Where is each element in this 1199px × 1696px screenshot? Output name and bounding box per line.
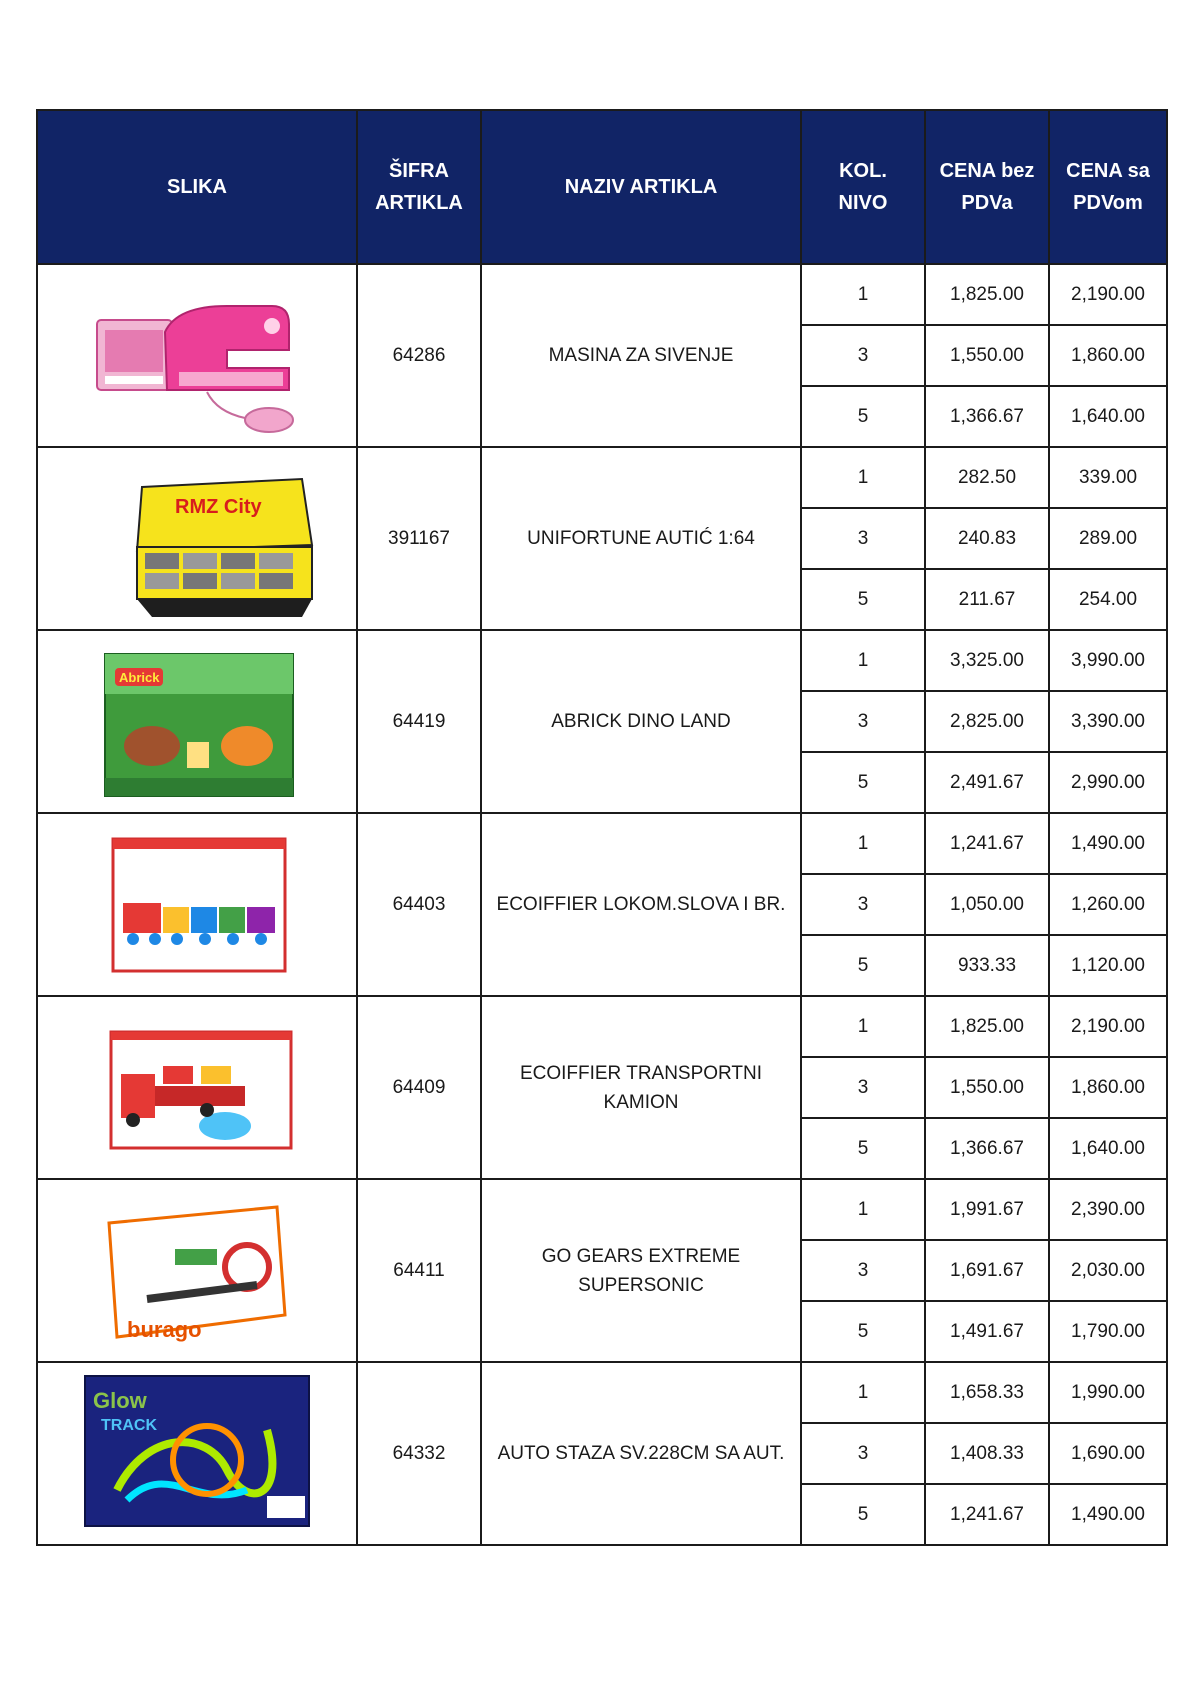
quantity-level: 1 [801,264,925,325]
table-row [37,1179,1167,1240]
quantity-level: 1 [801,996,925,1057]
product-image-cell [37,813,357,996]
price-with-vat: 2,390.00 [1049,1179,1167,1240]
price-with-vat: 2,190.00 [1049,264,1167,325]
price-without-vat: 1,366.67 [925,1118,1049,1179]
price-without-vat: 282.50 [925,447,1049,508]
price-with-vat: 1,490.00 [1049,813,1167,874]
price-with-vat: 3,990.00 [1049,630,1167,691]
quantity-level: 1 [801,813,925,874]
price-with-vat: 1,640.00 [1049,1118,1167,1179]
quantity-level: 5 [801,1118,925,1179]
price-with-vat: 1,860.00 [1049,325,1167,386]
price-with-vat: 1,260.00 [1049,874,1167,935]
price-without-vat: 2,825.00 [925,691,1049,752]
price-with-vat: 254.00 [1049,569,1167,630]
glow-track-box-image [57,1370,337,1538]
product-image-cell [37,996,357,1179]
price-with-vat: 1,120.00 [1049,935,1167,996]
supersonic-track-box-image [57,1187,337,1355]
quantity-level: 3 [801,874,925,935]
svg-text:burago: burago [127,1316,202,1342]
svg-text:Glow: Glow [93,1387,147,1413]
quantity-level: 1 [801,447,925,508]
header-sifra: ŠIFRA ARTIKLA [357,110,481,264]
price-table [36,109,1168,1546]
product-code: 64286 [357,264,481,447]
price-without-vat: 1,366.67 [925,386,1049,447]
price-without-vat: 1,691.67 [925,1240,1049,1301]
header-cena-bez: CENA bez PDVa [925,110,1049,264]
svg-text:RMZ City: RMZ City [175,495,262,518]
quantity-level: 3 [801,508,925,569]
quantity-level: 3 [801,1423,925,1484]
product-code: 64411 [357,1179,481,1362]
price-with-vat: 2,990.00 [1049,752,1167,813]
price-with-vat: 1,490.00 [1049,1484,1167,1545]
price-with-vat: 1,790.00 [1049,1301,1167,1362]
table-row [37,264,1167,325]
price-without-vat: 1,550.00 [925,325,1049,386]
dino-land-blocks-box-image [57,638,337,806]
product-code: 64419 [357,630,481,813]
price-without-vat: 240.83 [925,508,1049,569]
price-without-vat: 1,825.00 [925,996,1049,1057]
quantity-level: 1 [801,630,925,691]
product-image-cell [37,447,357,630]
product-code: 64409 [357,996,481,1179]
product-image-cell [37,1362,357,1545]
price-with-vat: 1,690.00 [1049,1423,1167,1484]
product-name: UNIFORTUNE AUTIĆ 1:64 [481,447,801,630]
product-name: MASINA ZA SIVENJE [481,264,801,447]
price-without-vat: 933.33 [925,935,1049,996]
price-without-vat: 1,550.00 [925,1057,1049,1118]
price-without-vat: 211.67 [925,569,1049,630]
svg-text:TRACK: TRACK [101,1416,157,1434]
toy-car-display-box-image [57,455,337,623]
price-without-vat: 1,491.67 [925,1301,1049,1362]
quantity-level: 5 [801,1484,925,1545]
letters-train-box-image [57,821,337,989]
product-image-cell [37,264,357,447]
quantity-level: 5 [801,935,925,996]
svg-text:Abrick: Abrick [119,669,160,685]
table-row [37,1362,1167,1423]
quantity-level: 5 [801,1301,925,1362]
price-without-vat: 1,825.00 [925,264,1049,325]
product-image-cell [37,1179,357,1362]
product-name: AUTO STAZA SV.228CM SA AUT. [481,1362,801,1545]
table-row [37,630,1167,691]
price-with-vat: 1,860.00 [1049,1057,1167,1118]
quantity-level: 5 [801,386,925,447]
product-name: ABRICK DINO LAND [481,630,801,813]
price-without-vat: 2,491.67 [925,752,1049,813]
transport-truck-box-image [57,1004,337,1172]
header-naziv: NAZIV ARTIKLA [481,110,801,264]
quantity-level: 5 [801,569,925,630]
quantity-level: 3 [801,325,925,386]
quantity-level: 3 [801,691,925,752]
price-without-vat: 1,408.33 [925,1423,1049,1484]
table-row [37,447,1167,508]
price-without-vat: 3,325.00 [925,630,1049,691]
price-with-vat: 3,390.00 [1049,691,1167,752]
product-code: 64332 [357,1362,481,1545]
price-without-vat: 1,241.67 [925,1484,1049,1545]
quantity-level: 3 [801,1240,925,1301]
price-without-vat: 1,241.67 [925,813,1049,874]
product-name: ECOIFFIER TRANSPORTNI KAMION [481,996,801,1179]
quantity-level: 1 [801,1179,925,1240]
sewing-machine-toy-image [57,272,337,440]
price-without-vat: 1,658.33 [925,1362,1049,1423]
header-cena-sa: CENA sa PDVom [1049,110,1167,264]
quantity-level: 3 [801,1057,925,1118]
price-with-vat: 1,640.00 [1049,386,1167,447]
header-kol: KOL. NIVO [801,110,925,264]
price-without-vat: 1,991.67 [925,1179,1049,1240]
price-with-vat: 2,190.00 [1049,996,1167,1057]
table-row [37,813,1167,874]
price-with-vat: 339.00 [1049,447,1167,508]
table-row [37,996,1167,1057]
header-slika: SLIKA [37,110,357,264]
quantity-level: 5 [801,752,925,813]
product-code: 391167 [357,447,481,630]
product-name: ECOIFFIER LOKOM.SLOVA I BR. [481,813,801,996]
price-with-vat: 2,030.00 [1049,1240,1167,1301]
product-image-cell [37,630,357,813]
price-with-vat: 289.00 [1049,508,1167,569]
price-with-vat: 1,990.00 [1049,1362,1167,1423]
product-name: GO GEARS EXTREME SUPERSONIC [481,1179,801,1362]
header-row [37,110,1167,264]
price-without-vat: 1,050.00 [925,874,1049,935]
quantity-level: 1 [801,1362,925,1423]
product-code: 64403 [357,813,481,996]
